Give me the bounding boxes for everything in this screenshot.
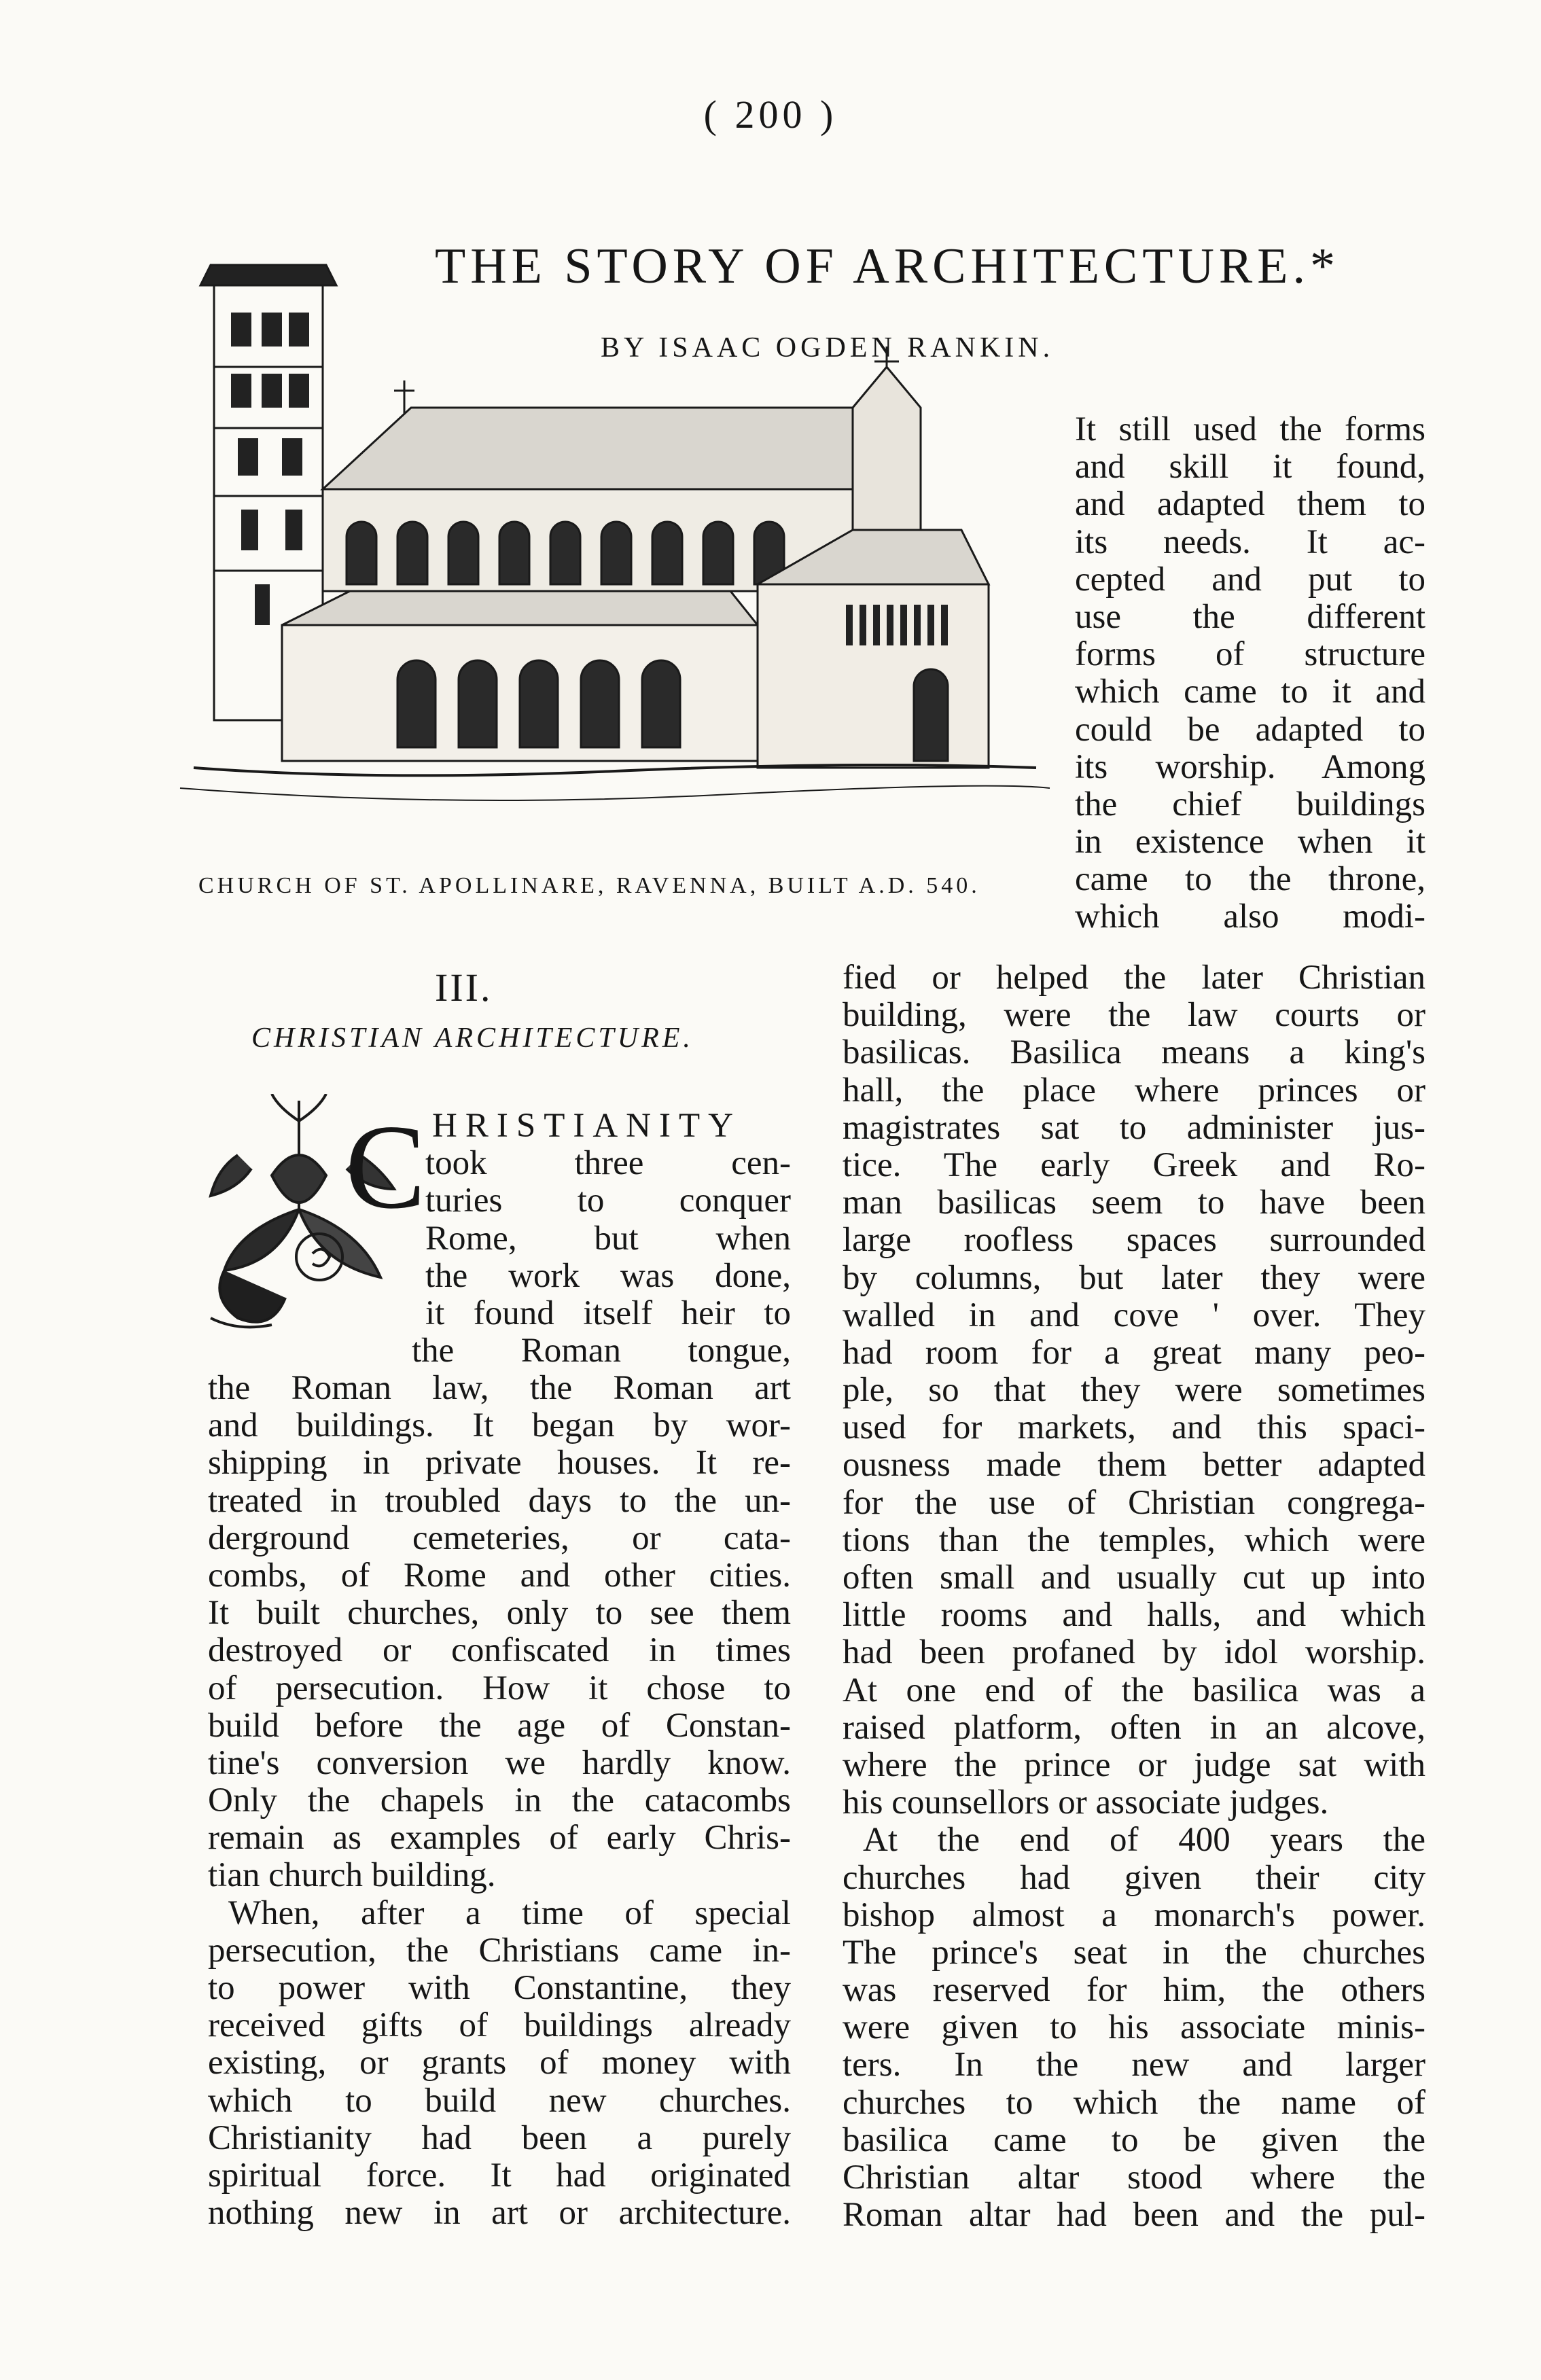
- text-line: forms of structure: [1075, 635, 1425, 674]
- tower-windows: [231, 313, 309, 625]
- text-line: hall, the place where princes or: [843, 1071, 1425, 1109]
- text-line: turies to conquer: [425, 1182, 791, 1220]
- text-line: raised platform, often in an alcove,: [843, 1708, 1425, 1747]
- drop-cap-lines: [412, 1107, 791, 1370]
- text-line: tine's conversion we hardly know.: [208, 1743, 791, 1782]
- text-line: ters. In the new and larger: [843, 2046, 1425, 2084]
- text-line: Roman altar had been and the pul-: [843, 2196, 1425, 2235]
- narrow-right-column: [1075, 411, 1425, 936]
- text-line: building, were the law courts or: [843, 996, 1425, 1035]
- text-line: bishop almost a monarch's power.: [843, 1896, 1425, 1934]
- text-line: was reserved for him, the others: [843, 1971, 1425, 2010]
- text-line: ousness made them better adapted: [843, 1446, 1425, 1485]
- text-line: and skill it found,: [1075, 448, 1425, 486]
- text-line: were given to his associate minis-: [843, 2008, 1425, 2047]
- article-byline: BY ISAAC OGDEN RANKIN.: [601, 332, 1055, 363]
- drop-cap: C: [345, 1099, 426, 1234]
- text-line: build before the age of Constan-: [208, 1706, 791, 1745]
- text-line: often small and usually cut up into: [843, 1559, 1425, 1597]
- text-line: churches had given their city: [843, 1858, 1425, 1897]
- text-line: spiritual force. It had originated: [208, 2156, 791, 2195]
- text-line: which to build new churches.: [208, 2081, 791, 2120]
- text-line: Christianity had been a purely: [208, 2118, 791, 2157]
- text-line: magistrates sat to administer jus-: [843, 1108, 1425, 1147]
- text-line: At one end of the basilica was a: [843, 1671, 1425, 1709]
- section-number: III.: [435, 965, 493, 1010]
- text-line: derground cemeteries, or cata-: [208, 1518, 791, 1557]
- text-line: tice. The early Greek and Ro-: [843, 1145, 1425, 1184]
- text-line: use the different: [1075, 597, 1425, 636]
- text-line: remain as examples of early Chris-: [208, 1819, 791, 1858]
- text-line: used for markets, and this spaci-: [843, 1408, 1425, 1447]
- text-line: its worship. Among: [1075, 747, 1425, 786]
- page-number: ( 200 ): [703, 92, 838, 137]
- right-column: [843, 959, 1425, 2234]
- text-line: his counsellors or associate judges.: [843, 1783, 1329, 1822]
- text-line: and adapted them to: [1075, 485, 1425, 524]
- text-line: the chief buildings: [1075, 785, 1425, 823]
- text-line: and buildings. It began by wor-: [208, 1406, 791, 1445]
- text-line: which also modi-: [1075, 898, 1425, 936]
- text-line: existing, or grants of money with: [208, 2044, 791, 2082]
- text-line: came to the throne,: [1075, 860, 1425, 899]
- text-line: fied or helped the later Christian: [843, 959, 1425, 997]
- text-line: had been profaned by idol worship.: [843, 1633, 1425, 1672]
- text-line: tions than the temples, which were: [843, 1521, 1425, 1559]
- text-line: persecution, the Christians came in-: [208, 1931, 791, 1970]
- text-line: it found itself heir to: [425, 1294, 791, 1332]
- text-line: the work was done,: [425, 1256, 791, 1295]
- text-line: Only the chapels in the catacombs: [208, 1781, 791, 1820]
- text-line: walled in and cove ' over. They: [843, 1296, 1425, 1334]
- text-line: which came to it and: [1075, 673, 1425, 711]
- text-line: The prince's seat in the churches: [843, 1933, 1425, 1972]
- text-line: At the end of 400 years the: [863, 1821, 1425, 1860]
- text-line: When, after a time of special: [228, 1894, 791, 1932]
- text-line: for the use of Christian congrega-: [843, 1483, 1425, 1522]
- text-line: basilica came to be given the: [843, 2120, 1425, 2159]
- text-line: treated in troubled days to the un-: [208, 1481, 791, 1520]
- text-line: to power with Constantine, they: [208, 1969, 791, 2007]
- text-line: large roofless spaces surrounded: [843, 1221, 1425, 1260]
- text-line: HRISTIANITY: [432, 1107, 741, 1145]
- text-line: man basilicas seem to have been: [843, 1184, 1425, 1222]
- church-illustration: [173, 245, 1057, 842]
- text-line: It still used the forms: [1075, 410, 1425, 448]
- text-line: of persecution. How it chose to: [208, 1669, 791, 1707]
- section-title: CHRISTIAN ARCHITECTURE.: [251, 1023, 694, 1054]
- text-line: the Roman law, the Roman art: [208, 1369, 791, 1407]
- text-line: where the prince or judge sat with: [843, 1745, 1425, 1784]
- text-line: received gifts of buildings already: [208, 2006, 791, 2045]
- text-line: destroyed or confiscated in times: [208, 1631, 791, 1670]
- text-line: nothing new in art or architecture.: [208, 2194, 791, 2233]
- text-line: tian church building.: [208, 1856, 496, 1895]
- text-line: It built churches, only to see them: [208, 1594, 791, 1633]
- text-line: cepted and put to: [1075, 560, 1425, 599]
- text-line: by columns, but later they were: [843, 1258, 1425, 1297]
- left-column: [208, 1370, 791, 2232]
- text-line: Christian altar stood where the: [843, 2159, 1425, 2197]
- text-line: in existence when it: [1075, 823, 1425, 862]
- text-line: could be adapted to: [1075, 710, 1425, 749]
- illustration-caption: CHURCH OF ST. APOLLINARE, RAVENNA, BUILT A.D. 540.: [198, 873, 980, 898]
- text-line: the Roman tongue,: [412, 1332, 791, 1370]
- text-line: shipping in private houses. It re-: [208, 1444, 791, 1482]
- text-line: ple, so that they were sometimes: [843, 1371, 1425, 1410]
- nave-roof: [323, 408, 893, 489]
- text-line: combs, of Rome and other cities.: [208, 1556, 791, 1595]
- text-line: churches to which the name of: [843, 2083, 1425, 2122]
- clerestory-arches: [347, 522, 784, 584]
- article-title: THE STORY OF ARCHITECTURE.*: [435, 238, 1340, 294]
- text-line: Rome, but when: [425, 1219, 791, 1258]
- text-line: took three cen-: [425, 1144, 791, 1183]
- text-line: had room for a great many peo-: [843, 1333, 1425, 1372]
- text-line: basilicas. Basilica means a king's: [843, 1033, 1425, 1072]
- text-line: its needs. It ac-: [1075, 522, 1425, 561]
- text-line: little rooms and halls, and which: [843, 1596, 1425, 1635]
